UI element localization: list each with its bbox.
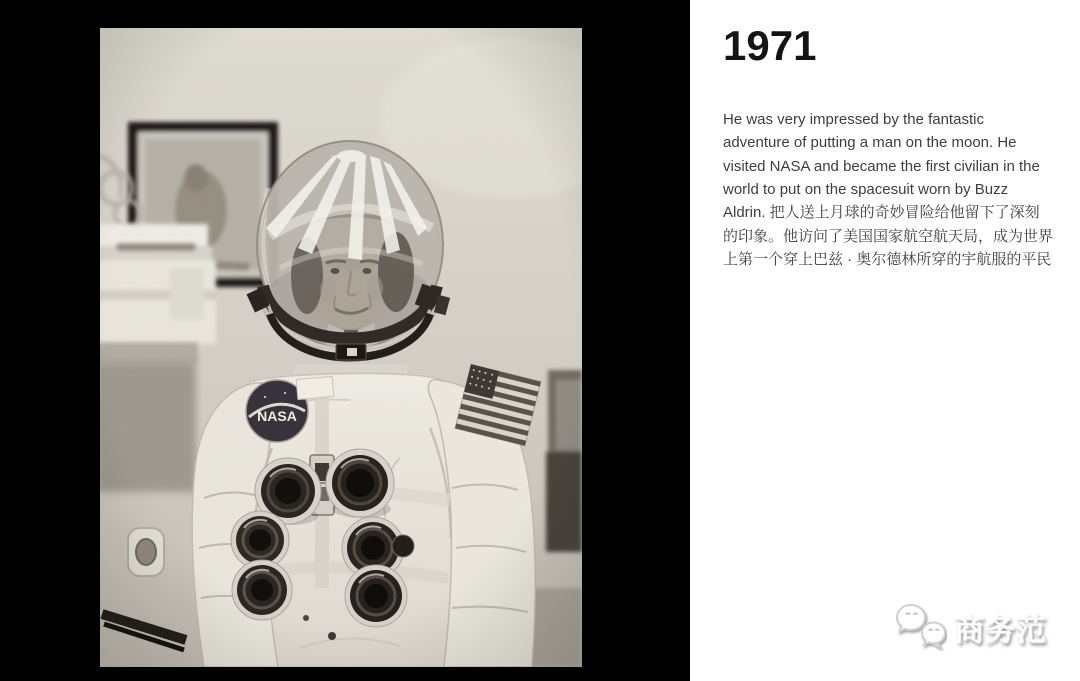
brand-watermark [895,603,1047,651]
article-panel [690,0,1080,681]
vignette [100,28,582,667]
article-body: He was very impressed by the fantastic adventure of putting a man on the moon. He visited NASA and became the first civilian in the world to put on the spacesuit worn by Buzz Aldrin. 把人送上月球的奇妙冒险给他留下了深刻的印象。他访问了美国国家航空航天局，成为世界上第一个穿上巴兹 · 奥尔德林所穿的宇航服的平民 [723,111,1054,268]
astronaut-photo [100,28,582,667]
wechat-icon [895,603,947,651]
watermark-text: 商务范 [954,614,1047,647]
year-heading: 1971 [723,22,817,69]
